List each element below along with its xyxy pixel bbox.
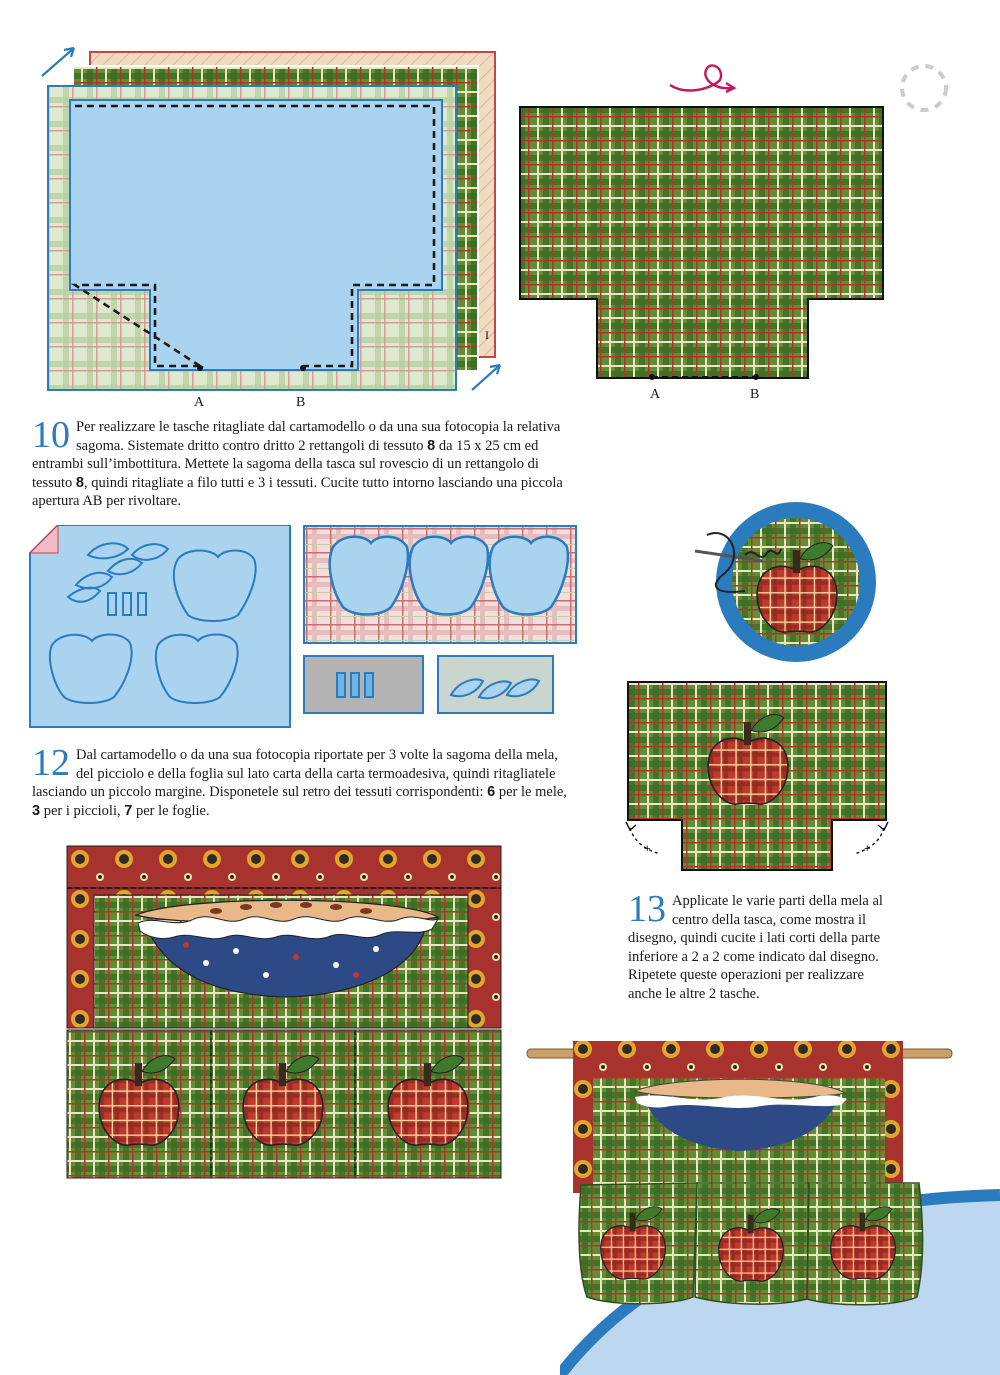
pink-fabric-figure [303, 525, 578, 645]
svg-text:+: + [864, 843, 871, 855]
step-13-number: 13 [628, 888, 666, 930]
step-12-number: 12 [32, 742, 70, 784]
step-10-text: 10 Per realizzare le tasche ritagliate dal cartamodello o da una sua fotocopia la relativa sagoma. Sistemate dritto contro dritto 2 rettangoli di tessuto 8 da 15 x 25 cm ed entrambi sull’imbottitura. Mettete la sagoma della tasca sul rovescio di un rettangolo di tessuto 8, quindi ritagliate a filo tutti e 3 i tessuti. Cucite tutto intorno lasciando una piccola apertura AB per rivoltare. [32, 414, 563, 509]
apple-pocket-figure [620, 680, 895, 875]
fusible-paper-figure [28, 525, 293, 730]
label-a-right: A [650, 387, 661, 402]
organizer-drawing [66, 845, 502, 1180]
label-b-right: B [750, 387, 760, 402]
label-i: I [485, 328, 489, 342]
step-13-text: 13 Applicate le varie parti della mela al centro della tasca, come mostra il disegno, quindi cucite i lati corti della parte inferiore a 2 a 2 come indicato dal disegno. Ripetete queste operazioni per realizzare anche le altre 2 tasche. [628, 888, 883, 1002]
cut-pocket-figure [510, 50, 890, 390]
plaid-pocket-icon [510, 50, 890, 390]
step-10-number: 10 [32, 414, 70, 456]
label-b-left: B [296, 395, 306, 410]
svg-text:+: + [644, 843, 651, 855]
decorative-circle-icon [896, 60, 952, 116]
sage-fabric-figure [437, 655, 555, 715]
thread-loop-icon [670, 65, 732, 90]
gray-fabric-figure [303, 655, 425, 715]
fabric-layers-icon [30, 40, 510, 400]
finished-organizer-photo [525, 1035, 955, 1335]
label-a-left: A [194, 395, 205, 410]
layered-fabrics-figure [30, 40, 510, 400]
step-12-text: 12 Dal cartamodello o da una sua fotocopia riportate per 3 volte la sagoma della mela, del picciolo e della foglia sul lato carta della carta termoadesiva, quindi ritagliatele lasciando un piccolo margine. Disponetele sul retro dei tessuti corrispondenti: 6 per le mele, 3 per i piccioli, 7 per le foglie. [32, 742, 567, 819]
needle-detail-figure [685, 495, 890, 670]
